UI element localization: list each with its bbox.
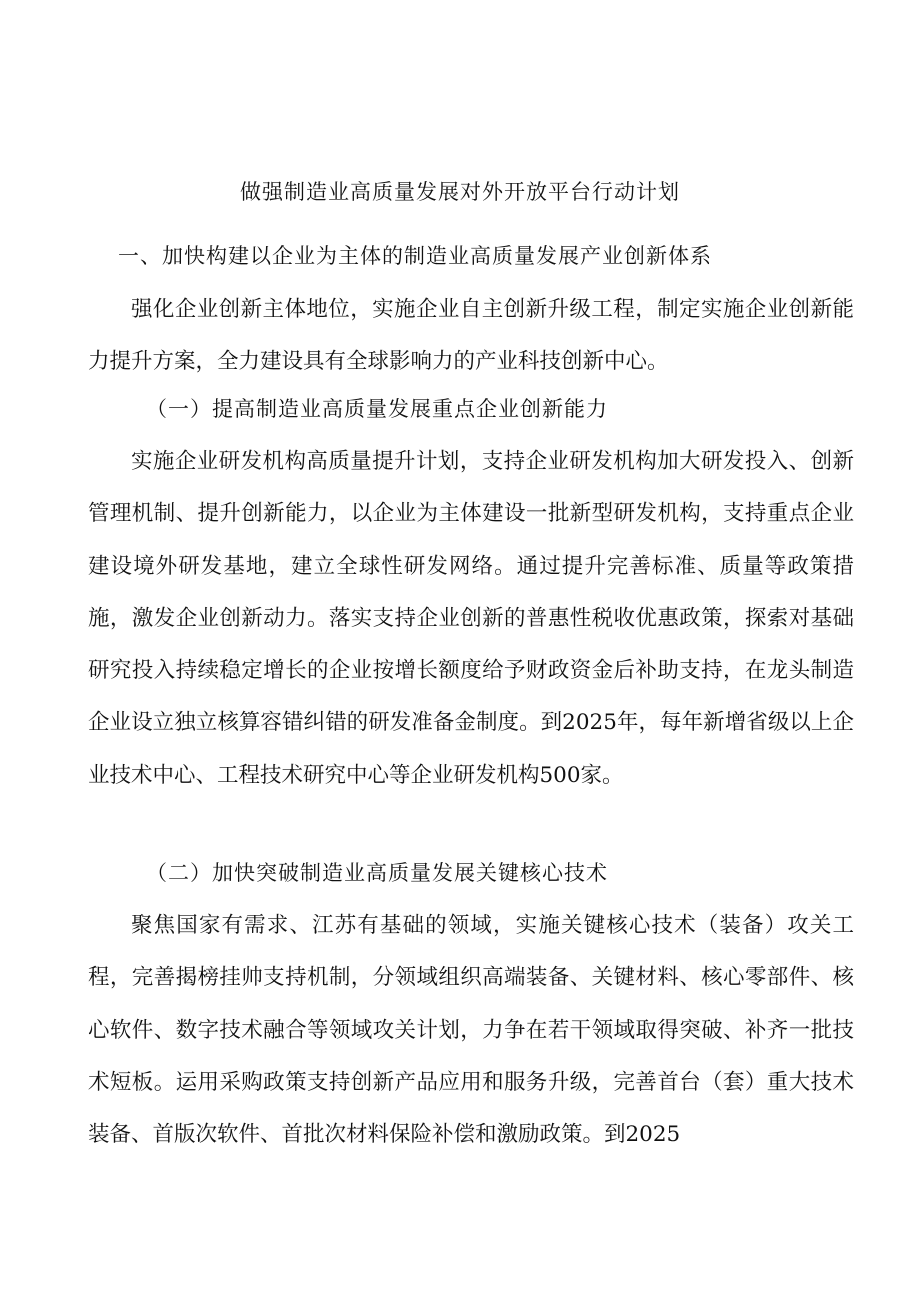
subsection-2-body-paragraph: 聚焦国家有需求、江苏有基础的领域，实施关键核心技术（装备）攻关工程，完善揭榜挂帅支持机制，分领域组织高端装备、关键材料、核心零部件、核心软件、数字技术融合等领域攻关计划，力争在若干领域取得突破、补齐一批技术短板。运用采购政策支持创新产品应用和服务升级，完善首台（套）重大技术装备、首版次软件、首批次材料保险补偿和激励政策。到2025: [88, 913, 854, 1148]
subsection-heading-2: （二）加快突破制造业高质量发展关键核心技术: [146, 861, 608, 885]
subsection-heading-1: （一）提高制造业高质量发展重点企业创新能力: [146, 397, 608, 421]
subsection-1-body-paragraph: 实施企业研发机构高质量提升计划，支持企业研发机构加大研发投入、创新管理机制、提升创新能力，以企业为主体建设一批新型研发机构，支持重点企业建设境外研发基地，建立全球性研发网络。通过提升完善标准、质量等政策措施，激发企业创新动力。落实支持企业创新的普惠性税收优惠政策，探索对基础研究投入持续稳定增长的企业按增长额度给予财政资金后补助支持，在龙头制造企业设立独立核算容错纠错的研发准备金制度。到2025年，每年新增省级以上企业技术中心、工程技术研究中心等企业研发机构500家。: [88, 449, 854, 788]
section-heading-1: 一、加快构建以企业为主体的制造业高质量发展产业创新体系: [118, 244, 712, 268]
document-title: 做强制造业高质量发展对外开放平台行动计划: [240, 180, 680, 204]
section-1-intro-paragraph: 强化企业创新主体地位，实施企业自主创新升级工程，制定实施企业创新能力提升方案，全力建设具有全球影响力的产业科技创新中心。: [88, 297, 854, 375]
